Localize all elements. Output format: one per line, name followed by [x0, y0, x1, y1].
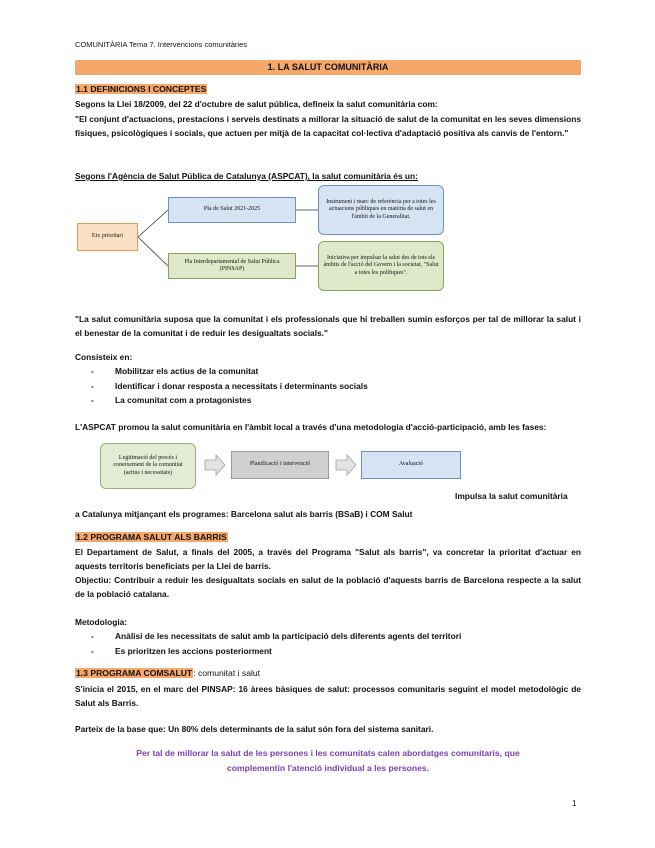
law-intro: Segons la Llei 18/2009, del 22 d'octubre de salut pública, defineix la salut comunitària com:: [75, 99, 438, 109]
chapter-banner: 1. LA SALUT COMUNITÀRIA: [75, 60, 581, 75]
section-heading-1-3-text: 1.3 PROGRAMA COMSALUT: [76, 668, 193, 678]
arrow-right-icon: [204, 454, 226, 476]
list-item: - La comunitat com a protagonistes: [75, 393, 368, 408]
plan-salut-box: Pla de Salut 2021-2025: [168, 197, 296, 223]
pinsap-description: Iniciativa per impulsar la salut des de tots els àmbits de l'acció del Govern i la societat, "Salut a totes les polítiques".: [318, 241, 444, 291]
aspcat-method: L'ASPCAT promou la salut comunitària en l'àmbit local a través d'una metodologia d'acció-participació, amb les fases:: [75, 422, 547, 432]
consisteix-label: Consisteix en:: [75, 352, 133, 362]
running-header: COMUNITÀRIA Tema 7. Intervencions comunitàries: [75, 40, 248, 49]
list-item: - Mobilitzar els actius de la comunitat: [75, 364, 368, 379]
s12-paragraph-1: El Departament de Salut, a finals del 2005, a través del Programa "Salut als barris", va concretar la prioritat d'actuar en aquests territoris beneficiats per la Llei de barris.: [75, 547, 581, 571]
consisteix-list: [75, 364, 368, 408]
law-definition: "El conjunt d'actuacions, prestacions i serveis destinats a millorar la situació de salut de la comunitat en les seves dimensions físiques, psicològiques i socials, que actuen per mitjà de la capacitat col·lectiva d'adaptació positiva als canvis de l'entorn.": [75, 114, 581, 138]
section-heading-1-1-text: 1.1 DEFINICIONS I CONCEPTES: [76, 84, 207, 94]
section-heading-1-2: [75, 532, 228, 542]
page-number: 1: [572, 799, 577, 808]
s13-paragraph-1: S'inicia el 2015, en el marc del PINSAP: 16 àrees bàsiques de salut: processos comunitaris seguint el model metodològic de Salut als Barris.: [75, 684, 581, 708]
pinsap-box: Pla Interdepartamental de Salut Pública (PINSAP): [168, 253, 296, 279]
list-item: - Es prioritzen les accions posteriorment: [75, 644, 461, 659]
impulsa-line-a: Impulsa la salut comunitària: [455, 491, 568, 501]
phase-avaluacio: Avaluació: [361, 451, 461, 479]
metodologia-list: [75, 629, 461, 658]
section-heading-1-3-tail: : comunitat i salut: [193, 668, 261, 678]
section-heading-1-2-text: 1.2 PROGRAMA SALUT ALS BARRIS: [76, 532, 227, 542]
phase-planificacio: Planificació i intervenció: [231, 451, 329, 479]
plan-salut-description: Instrument i marc de referència per a totes les actuacions públiques en matèria de salut en l'àmbit de la Generalitat.: [318, 185, 444, 235]
phase-legitimacio: Legitimació del procés i coneixement de la comunitat (actius i necessitats): [100, 443, 196, 489]
impulsa-line-b: a Catalunya mitjançant els programes: Barcelona salut als barris (BSaB) i COM Salut: [75, 509, 413, 519]
arrow-right-icon: [335, 454, 357, 476]
aspcat-intro-text: Segons l'Agència de Salut Pública de Catalunya (ASPCAT), la salut comunitària és un:: [75, 171, 418, 181]
metodologia-label: Metodologia:: [75, 617, 128, 627]
community-quote: "La salut comunitària suposa que la comunitat i els professionals que hi treballen sumin esforços per tal de millorar la salut i el benestar de la comunitat i de reduir les desigualtats socials.": [75, 314, 581, 338]
diagram-root-box: Eix prioritari: [77, 223, 138, 251]
s13-paragraph-2: Parteix de la base que: Un 80% dels determinants de la salut són fora del sistema sanitari.: [75, 724, 434, 734]
list-item: - Anàlisi de les necessitats de salut amb la participació dels diferents agents del territori: [75, 629, 461, 644]
list-item: - Identificar i donar resposta a necessitats i determinants socials: [75, 379, 368, 394]
closing-statement: Per tal de millorar la salut de les persones i les comunitats calen abordatges comunitaris, que complementin l'atenció individual a les persones.: [136, 748, 520, 773]
section-heading-1-3: [75, 668, 260, 678]
s12-paragraph-2: Objectiu: Contribuir a reduir les desigualtats socials en salut de la població d'aquests barris de Barcelona respecte a la salut de la població catalana.: [75, 575, 581, 599]
